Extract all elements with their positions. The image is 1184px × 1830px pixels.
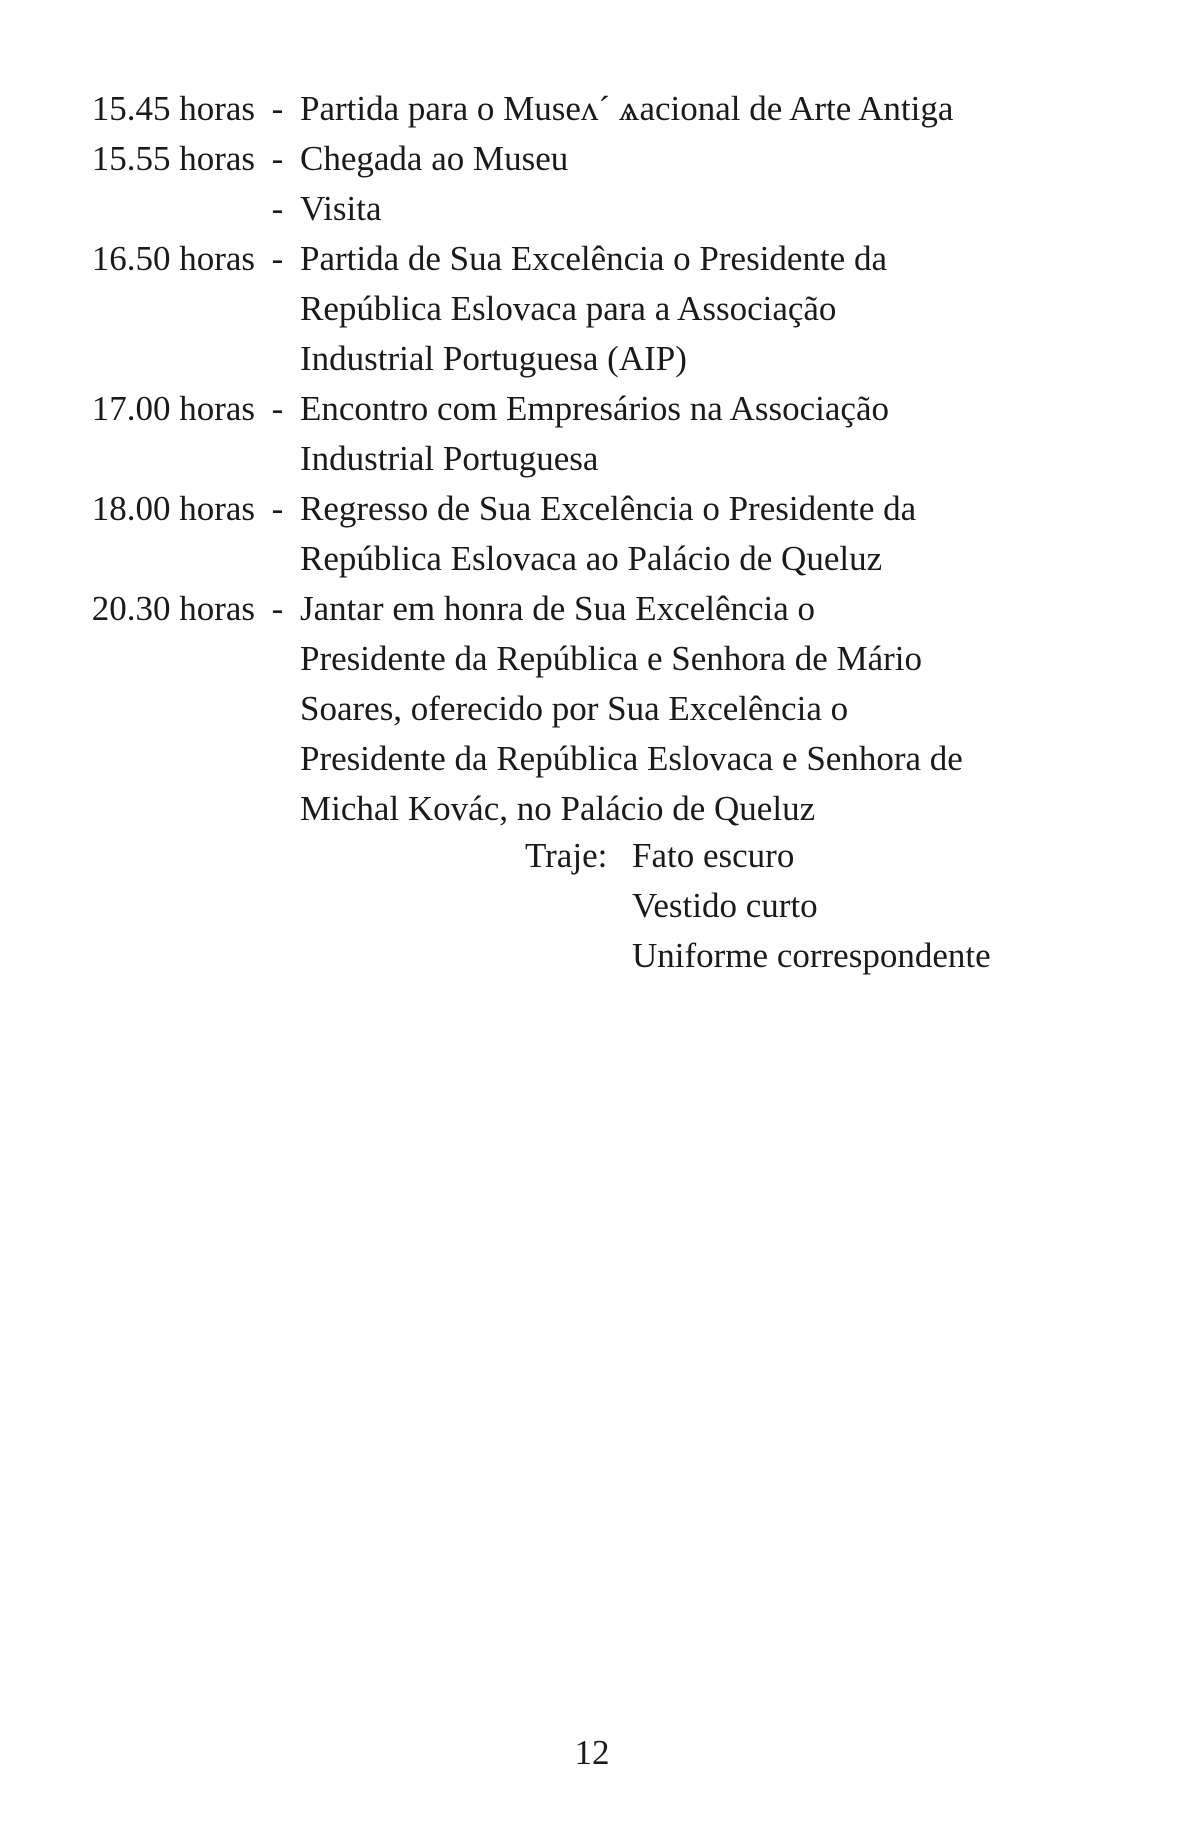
entry-time: 15.45 horas [91, 89, 255, 128]
entry-dash: - [271, 139, 284, 178]
entry-dash: - [271, 89, 284, 128]
entry-dash: - [271, 589, 284, 628]
entry-line: Jantar em honra de Sua Excelência o [300, 589, 816, 628]
entry-line: Regresso de Sua Excelência o Presidente da [300, 489, 917, 528]
entry-line: Encontro com Empresários na Associação [300, 389, 889, 428]
schedule-entry [57, 484, 1137, 584]
entry-time: 15.55 horas [91, 139, 255, 178]
dress-code-row [525, 931, 991, 981]
entry-line: República Eslovaca ao Palácio de Queluz [300, 539, 883, 578]
entry-time: 20.30 horas [91, 589, 255, 628]
dress-code-item: Uniforme correspondente [632, 936, 991, 975]
entry-line: República Eslovaca para a Associação [300, 289, 837, 328]
dress-code-item: Vestido curto [632, 886, 818, 925]
entry-line: Visita [300, 189, 382, 228]
entry-time: 16.50 horas [91, 239, 255, 278]
dress-code-spacer [525, 881, 632, 931]
entry-description [300, 584, 1100, 834]
entry-line: Partida de Sua Excelência o Presidente da [300, 239, 888, 278]
dress-code-row [525, 831, 991, 881]
entry-description [300, 484, 1100, 584]
dress-code-item: Fato escuro [632, 836, 795, 875]
entry-description [300, 234, 1100, 384]
entry-line: Industrial Portuguesa (AIP) [300, 339, 687, 378]
schedule-entry [57, 184, 1137, 234]
schedule-entry [57, 84, 1137, 134]
page-number: 12 [574, 1733, 610, 1772]
entry-dash: - [271, 489, 284, 528]
entry-description [300, 84, 1100, 134]
entry-line: Presidente da República e Senhora de Mário [300, 639, 923, 678]
entry-line: Industrial Portuguesa [300, 439, 599, 478]
entry-dash: - [271, 239, 284, 278]
dress-code-spacer [525, 931, 632, 981]
entry-dash: - [271, 389, 284, 428]
schedule-list [57, 84, 1137, 834]
entry-time: 17.00 horas [91, 389, 255, 428]
dress-code-row [525, 881, 991, 931]
entry-line: Partida para o Museʌ´ ѧacional de Arte Antiga [300, 89, 954, 128]
entry-time: 18.00 horas [91, 489, 255, 528]
dress-code [525, 831, 991, 981]
entry-dash: - [271, 189, 284, 228]
schedule-entry [57, 134, 1137, 184]
schedule-entry [57, 384, 1137, 484]
schedule-entry [57, 234, 1137, 384]
entry-line: Chegada ao Museu [300, 139, 569, 178]
entry-description [300, 184, 1100, 234]
entry-line: Soares, oferecido por Sua Excelência o [300, 689, 849, 728]
entry-description [300, 134, 1100, 184]
entry-line: Presidente da República Eslovaca e Senhora de [300, 739, 963, 778]
dress-code-label: Traje: [525, 836, 608, 875]
entry-line: Michal Kovác, no Palácio de Queluz [300, 789, 816, 828]
entry-description [300, 384, 1100, 484]
schedule-entry [57, 584, 1137, 834]
